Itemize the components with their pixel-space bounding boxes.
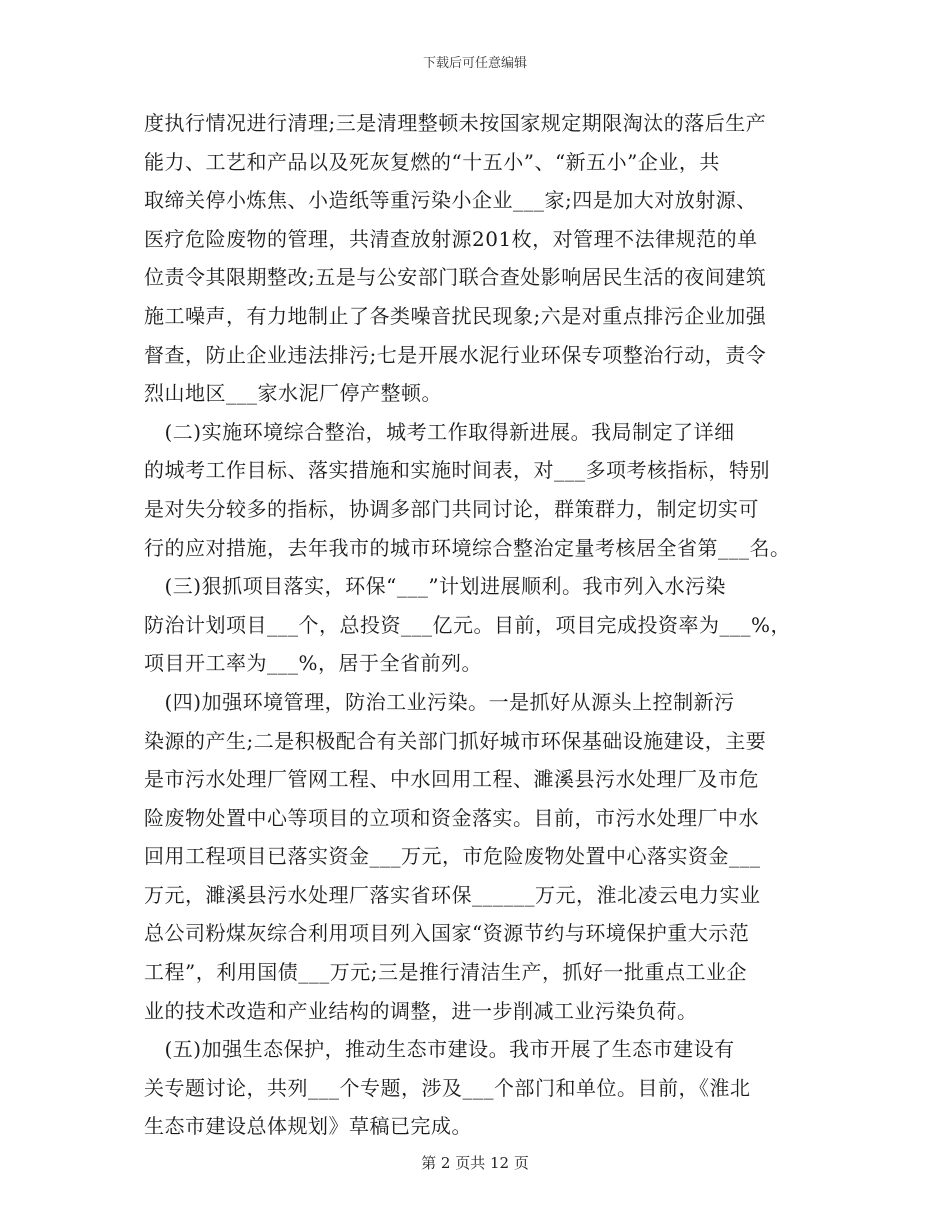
text-line: 工程”，利用国债___万元;三是推行清洁生产，抓好一批重点工业企 [144,960,747,985]
paragraph-heading-line: (三)狠抓项目落实，环保“___”计划进展顺利。我市列入水污染 [144,574,727,599]
text-line: 总公司粉煤灰综合利用项目列入国家“资源节约与环境保护重大示范 [144,921,750,946]
text-line: 取缔关停小炼焦、小造纸等重污染小企业___家;四是加大对放射源、 [144,188,757,213]
text-line: 是市污水处理厂管网工程、中水回用工程、濉溪县污水处理厂及市危 [144,767,759,792]
text-line: 回用工程项目已落实资金___万元，市危险废物处置中心落实资金___ [144,844,761,869]
paragraph-heading-line: (四)加强环境管理，防治工业污染。一是抓好从源头上控制新污 [144,689,735,714]
text-line: 位责令其限期整改;五是与公安部门联合查处影响居民生活的夜间建筑 [144,265,767,290]
text-line: 烈山地区___家水泥厂停产整顿。 [144,381,442,406]
text-line: 业的技术改造和产业结构的调整，进一步削减工业污染负荷。 [144,998,698,1023]
text-line: 行的应对措施，去年我市的城市环境综合整治定量考核居全省第___名。 [144,535,791,560]
paragraph-heading-line: (五)加强生态保护，推动生态市建设。我市开展了生态市建设有 [144,1037,735,1062]
text-line: 染源的产生;二是积极配合有关部门抓好城市环保基础设施建设，主要 [144,728,767,753]
text-line: 施工噪声，有力地制止了各类噪音扰民现象;六是对重点排污企业加强 [144,303,767,328]
text-line: 医疗危险废物的管理，共清查放射源201枚，对管理不法律规范的单 [144,226,758,251]
text-line: 关专题讨论，共列___个专题，涉及___个部门和单位。目前，《淮北 [144,1075,751,1100]
text-line: 万元，濉溪县污水处理厂落实省环保______万元，淮北凌云电力实业 [144,882,761,907]
text-line: 险废物处置中心等项目的立项和资金落实。目前，市污水处理厂中水 [144,805,759,830]
text-line: 防治计划项目___个，总投资___亿元。目前，项目完成投资率为___%， [144,612,792,637]
text-line: 项目开工率为___%，居于全省前列。 [144,651,483,676]
text-line: 能力、工艺和产品以及死灰复燃的“十五小”、“新五小”企业，共 [144,149,720,174]
page-number-footer: 第 2 页共 12 页 [421,1154,529,1172]
text-line: 生态市建设总体规划》草稿已完成。 [144,1114,472,1139]
page-header: 下载后可任意编辑 [422,56,527,71]
text-line: 度执行情况进行清理;三是清理整顿未按国家规定期限淘汰的落后生产 [144,111,767,135]
text-line: 是对失分较多的指标，协调多部门共同讨论，群策群力，制定切实可 [144,496,759,521]
paragraph-heading-line: (二)实施环境综合整治，城考工作取得新进展。我局制定了详细 [144,419,735,444]
text-line: 督查，防止企业违法排污;七是开展水泥行业环保专项整治行动，责令 [144,342,767,367]
text-line: 的城考工作目标、落实措施和实施时间表，对___多项考核指标，特别 [144,458,770,483]
document-body [144,104,804,1146]
